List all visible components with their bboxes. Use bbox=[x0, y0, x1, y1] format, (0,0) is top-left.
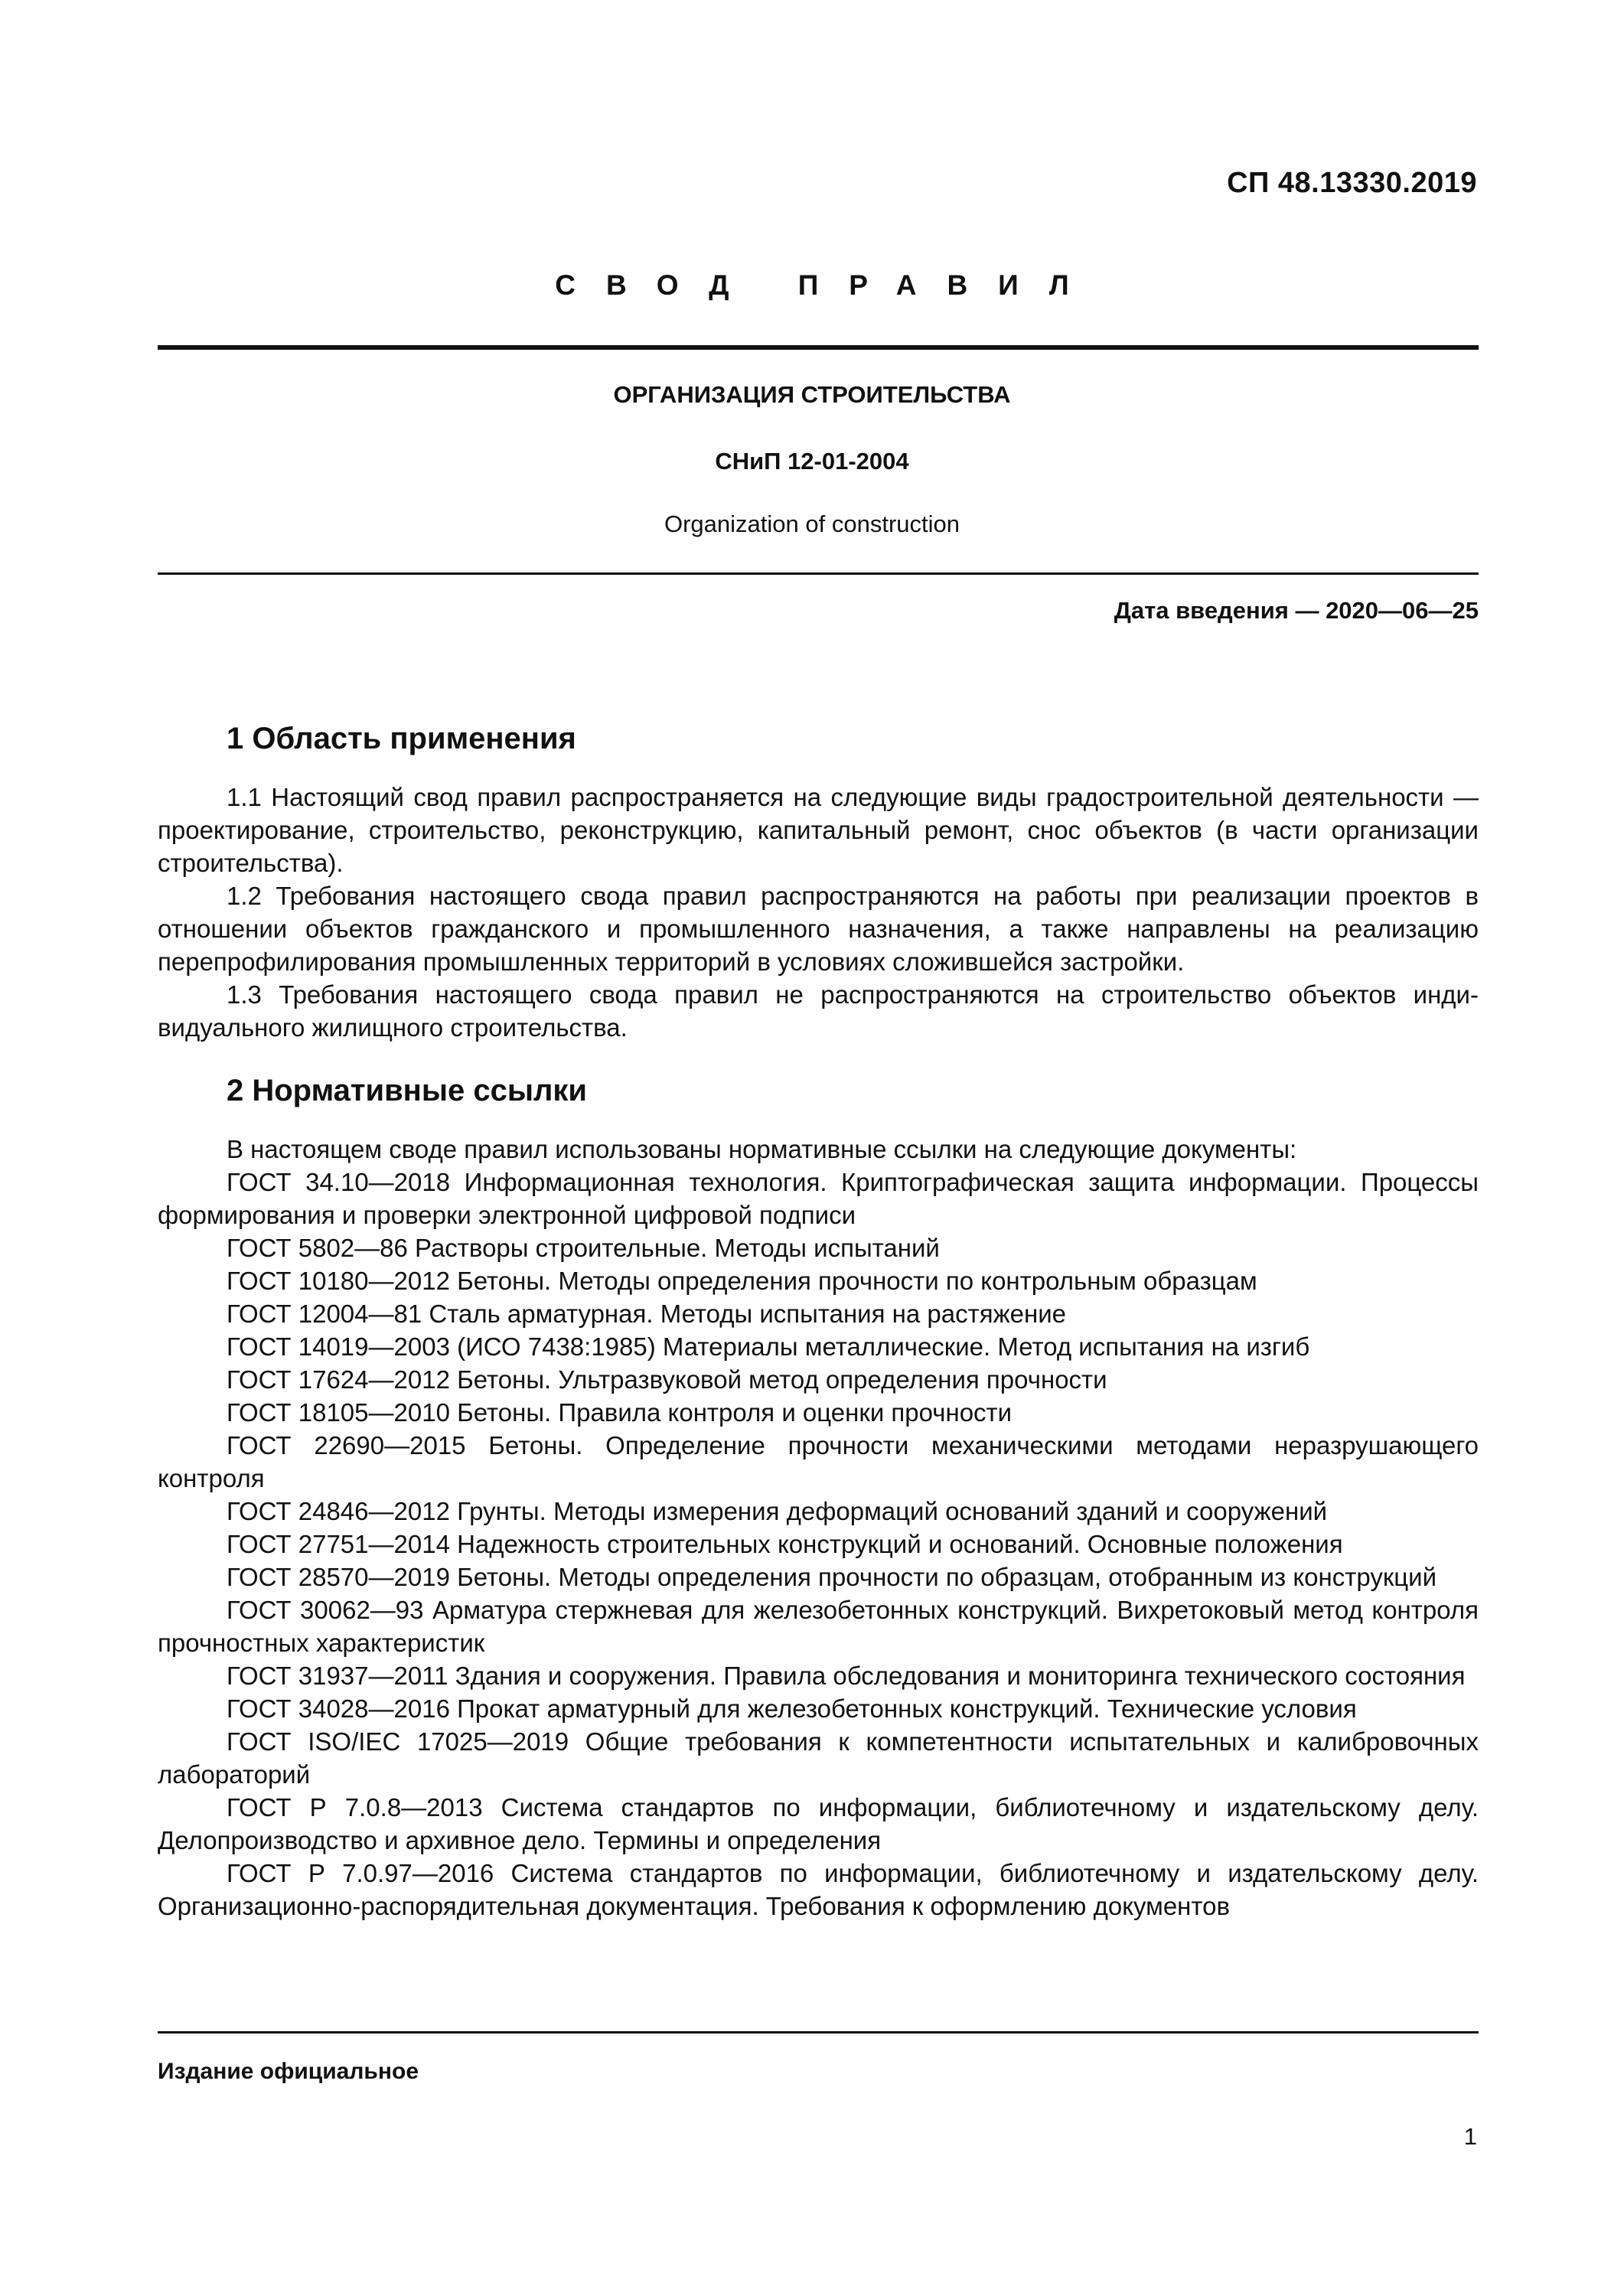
reference-item: ГОСТ 5802—86 Растворы строительные. Методы испытаний bbox=[227, 1234, 940, 1262]
reference-item: ГОСТ 34.10—2018 Информационная технология. Криптографическая защита информации. Процессы формирования и проверки электронной цифровой подписи bbox=[158, 1168, 1479, 1229]
reference-item: ГОСТ ISO/IEC 17025—2019 Общие требования к компетентности испытательных и калибровочных лабораторий bbox=[158, 1727, 1479, 1789]
footer-divider bbox=[158, 2031, 1479, 2033]
reference-item: ГОСТ 31937—2011 Здания и сооружения. Правила обследования и мониторинга технического состояния bbox=[227, 1662, 1466, 1690]
document-code: СП 48.13330.2019 bbox=[1227, 167, 1477, 199]
reference-item: ГОСТ 30062—93 Арматура стержневая для железобетонных конструкций. Вихретоковый метод контроля прочностных характеристик bbox=[158, 1596, 1479, 1657]
section-heading-scope: 1 Область применения bbox=[227, 722, 576, 755]
edition-label: Издание официальное bbox=[158, 2059, 419, 2084]
reference-item: ГОСТ 14019—2003 (ИСО 7438:1985) Материалы металлические. Метод испытания на изгиб bbox=[227, 1332, 1310, 1361]
english-title: Organization of construction bbox=[664, 510, 960, 537]
reference-item: ГОСТ 28570—2019 Бетоны. Методы определения прочности по образцам, отобранным из конструкций bbox=[227, 1563, 1437, 1591]
header-divider-thin bbox=[158, 572, 1479, 575]
reference-item: ГОСТ Р 7.0.97—2016 Система стандартов по информации, библиотечному и издательскому делу. Организационно-распорядительная документация. Требования к оформлению документов bbox=[158, 1859, 1479, 1920]
reference-item: ГОСТ 17624—2012 Бетоны. Ультразвуковой метод определения прочности bbox=[227, 1365, 1107, 1394]
scope-paragraph: 1.2 Требования настоящего свода правил распространяются на работы при реализации проектов в отношении объектов гражданского и промышленного назначения, а также направлены на реализацию перепрофилирования промышленных территорий в условиях сложившейся застройки. bbox=[158, 882, 1479, 976]
scope-paragraph: 1.1 Настоящий свод правил распространяется на следующие виды градостроительной деятельности — проектирование, строительство, реконструкцию, капитальный ремонт, снос объектов (в части организации строительства). bbox=[158, 783, 1479, 877]
reference-item: ГОСТ 24846—2012 Грунты. Методы измерения деформаций оснований зданий и сооружений bbox=[227, 1497, 1328, 1525]
reference-item: ГОСТ 18105—2010 Бетоны. Правила контроля и оценки прочности bbox=[227, 1398, 1013, 1427]
references-intro: В настоящем своде правил использованы нормативные ссылки на следующие документы: bbox=[227, 1135, 1297, 1163]
section-heading-references: 2 Нормативные ссылки bbox=[227, 1074, 588, 1107]
reference-item: ГОСТ 34028—2016 Прокат арматурный для железобетонных конструкций. Технические условия bbox=[227, 1694, 1357, 1723]
snip-code: СНиП 12-01-2004 bbox=[715, 448, 909, 475]
reference-item: ГОСТ 27751—2014 Надежность строительных конструкций и оснований. Основные положения bbox=[227, 1530, 1343, 1558]
document-body bbox=[158, 719, 1479, 1923]
page-number: 1 bbox=[1463, 2123, 1477, 2150]
reference-item: ГОСТ Р 7.0.8—2013 Система стандартов по информации, библиотечному и издательскому делу. Делопроизводство и архивное дело. Термины и определения bbox=[158, 1793, 1479, 1854]
reference-item: ГОСТ 22690—2015 Бетоны. Определение прочности механическими методами неразрушающего контроля bbox=[158, 1431, 1479, 1492]
reference-item: ГОСТ 12004—81 Сталь арматурная. Методы испытания на растяжение bbox=[227, 1300, 1067, 1328]
scope-paragraph: 1.3 Требования настоящего свода правил не распространяются на строительство объектов индивидуального жилищного строительства. bbox=[158, 980, 1479, 1042]
document-title: ОРГАНИЗАЦИЯ СТРОИТЕЛЬСТВА bbox=[613, 381, 1011, 408]
header-divider-thick bbox=[158, 345, 1479, 350]
reference-item: ГОСТ 10180—2012 Бетоны. Методы определения прочности по контрольным образцам bbox=[227, 1267, 1257, 1295]
introduction-date: Дата введения — 2020—06—25 bbox=[1114, 597, 1479, 624]
document-type: СВОД ПРАВИЛ bbox=[555, 269, 1100, 301]
